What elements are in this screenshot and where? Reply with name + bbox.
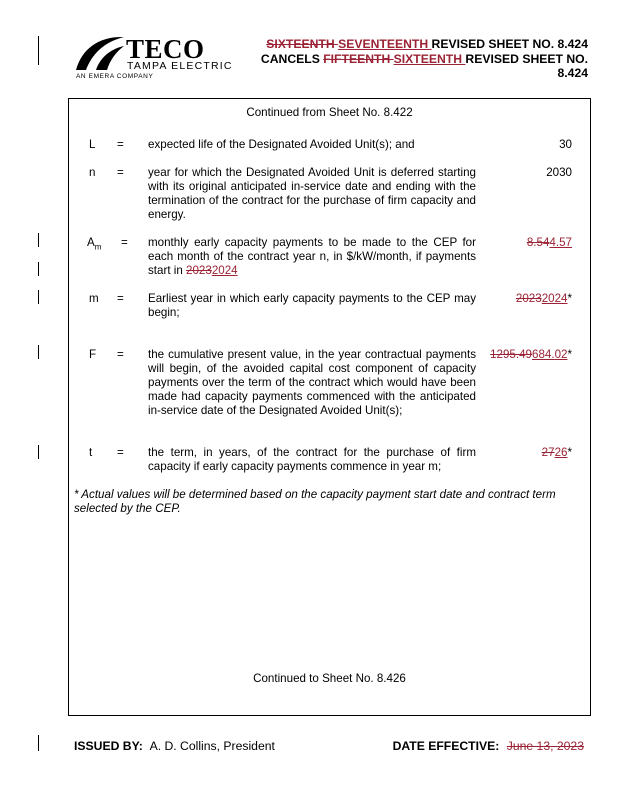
- revision-bar-m: [38, 290, 39, 304]
- header-cancels: CANCELS: [260, 51, 324, 66]
- value-F: [490, 348, 572, 362]
- symbol-n: n: [89, 166, 96, 179]
- header-sheet-title: REVISED SHEET NO. 8.424: [431, 37, 588, 51]
- value-m-deleted: 2023: [515, 292, 542, 305]
- logo-brand: TECO: [126, 34, 205, 64]
- sheet-header: [228, 37, 588, 81]
- revision-bar-f: [38, 345, 39, 359]
- continued-to: Continued to Sheet No. 8.426: [253, 672, 406, 685]
- equals-sign: =: [121, 236, 128, 249]
- tariff-sheet-box: [68, 98, 591, 716]
- value-m-inserted: 2024: [541, 292, 568, 305]
- logo-subtitle: TAMPA ELECTRIC: [127, 60, 233, 72]
- date-effective: [393, 739, 584, 753]
- revision-bar-am-1: [38, 233, 39, 247]
- definition-L: expected life of the Designated Avoided Unit(s); and: [148, 138, 415, 151]
- header-line-3: 8.424: [557, 66, 588, 80]
- definition-Am-text: monthly early capacity payments to be made to the CEP for each month of the contract year n, in $/kW/month, if payments start in: [148, 236, 476, 277]
- effective-label: DATE EFFECTIVE:: [392, 739, 500, 753]
- continued-from: Continued from Sheet No. 8.422: [246, 106, 413, 119]
- equals-sign: =: [117, 166, 124, 179]
- value-t-asterisk: *: [567, 446, 572, 459]
- equals-sign: =: [117, 446, 124, 459]
- definition-F: the cumulative present value, in the year contractual payments will begin, of the avoided capital cost component of capacity payments over the term of the contract which would have been made had capacity payments commenced with the anticipated in-service date of the Designated Avoided Unit(s);: [148, 348, 476, 417]
- value-Am: [527, 236, 572, 250]
- definition-Am-deleted-year: 2023: [186, 264, 212, 277]
- equals-sign: =: [117, 138, 124, 151]
- value-m-asterisk: *: [567, 292, 572, 305]
- swoosh-icon: [74, 34, 126, 72]
- definition-t: the term, in years, of the contract for the purchase of firm capacity if early capacity payments commence in year m;: [148, 446, 476, 473]
- value-F-asterisk: *: [567, 348, 572, 361]
- definition-Am: [148, 236, 476, 278]
- value-F-inserted: 684.02: [532, 348, 568, 361]
- definition-Am-inserted-year: 2024: [211, 264, 238, 277]
- symbol-A: A: [87, 236, 95, 249]
- header-inserted-ordinal: SEVENTEENTH: [338, 37, 432, 51]
- logo-parent: AN EMERA COMPANY: [76, 73, 154, 80]
- value-m: [516, 292, 572, 306]
- issued-value: A. D. Collins, President: [149, 739, 275, 753]
- header-line-2: [228, 52, 588, 67]
- symbol-Am: [87, 236, 101, 254]
- header-cancels-inserted: SIXTEENTH: [393, 51, 466, 66]
- equals-sign: =: [117, 348, 124, 361]
- effective-deleted-date: June 13, 2023: [506, 739, 584, 753]
- header-line-1: [228, 37, 588, 52]
- value-F-deleted: 1295.49: [490, 348, 533, 361]
- symbol-L: L: [89, 138, 96, 151]
- value-n: 2030: [546, 166, 572, 179]
- equals-sign: =: [117, 292, 124, 305]
- revision-bar-t: [38, 445, 39, 459]
- value-Am-inserted: 4.57: [549, 236, 572, 249]
- value-t-deleted: 27: [541, 446, 555, 459]
- value-Am-deleted: 8.54: [526, 236, 550, 249]
- issued-label: ISSUED BY:: [74, 739, 143, 753]
- value-L: 30: [559, 138, 572, 151]
- symbol-subscript-m: m: [94, 242, 102, 252]
- symbol-m: m: [89, 292, 99, 305]
- footnote: * Actual values will be determined based on the capacity payment start date and contract term selected by the CEP.: [74, 488, 556, 515]
- revision-bar-header: [38, 36, 39, 65]
- revision-bar-am-2: [38, 262, 39, 276]
- value-t: [542, 446, 572, 460]
- header-cancels-deleted: FIFTEENTH: [323, 51, 394, 66]
- definition-n: year for which the Designated Avoided Unit is deferred starting with its original anticipated in-service date and ending with the termination of the contract for the purchase of firm capacity and energy.: [148, 166, 476, 221]
- definition-m: Earliest year in which early capacity payments to the CEP may begin;: [148, 292, 476, 319]
- issued-by: [74, 739, 275, 753]
- header-cancels-rest: REVISED SHEET NO.: [465, 51, 588, 66]
- header-deleted-ordinal: SIXTEENTH: [266, 37, 339, 51]
- value-t-inserted: 26: [554, 446, 568, 459]
- revision-bar-footer: [38, 735, 39, 751]
- symbol-F: F: [89, 348, 97, 361]
- symbol-t: t: [89, 446, 93, 459]
